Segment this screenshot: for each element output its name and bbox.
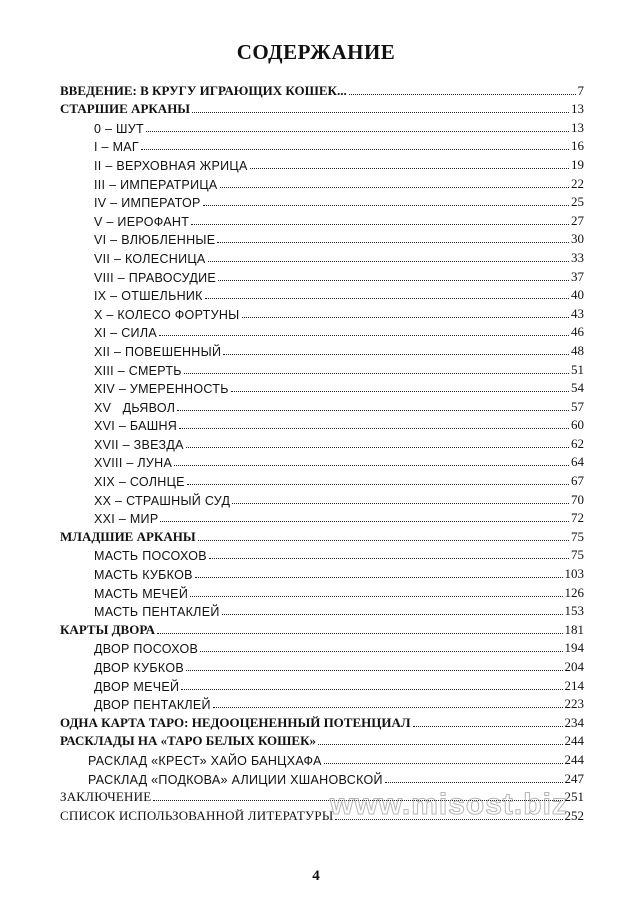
toc-entry-label: ДВОР КУБКОВ [94,661,184,675]
toc-leader [179,428,569,429]
toc-entry-page: 19 [571,156,584,172]
toc-entry [60,731,584,750]
page-title: СОДЕРЖАНИЕ [236,40,396,64]
toc-leader [191,224,569,225]
toc-entry-label: XVIII – ЛУНА [94,456,173,471]
toc-entry [60,285,584,304]
toc-leader [213,707,563,708]
toc-entry-label: РАСКЛАД «ПОДКОВА» АЛИЦИИ ХШАНОВСКОЙ [88,772,383,787]
toc-entry-page: 22 [571,175,584,191]
toc-entry-label: II – ВЕРХОВНАЯ ЖРИЦА [94,158,248,173]
toc-entry-label: XVII – ЗВЕЗДА [94,437,184,452]
toc-entry [60,712,584,731]
toc-leader [146,131,569,132]
toc-entry-label: III – ИМПЕРАТРИЦА [94,177,218,192]
toc-leader [160,521,569,522]
toc-leader [242,317,569,318]
toc-entry-page: 46 [571,324,584,340]
toc-entry-page: 33 [571,249,584,265]
toc-entry-label: VIII – ПРАВОСУДИЕ [94,270,217,285]
toc-entry-page: 16 [571,138,584,154]
toc-entry-label: XV ДЬЯВОЛ [94,400,176,415]
toc-leader [203,205,569,206]
toc-entry-label: МАСТЬ КУБКОВ [94,568,193,583]
toc-leader [385,782,563,783]
toc-leader [220,187,569,188]
toc-entry-label: XIV – УМЕРЕННОСТЬ [94,382,229,397]
toc-leader [157,633,563,634]
toc-entry-page: 234 [564,714,584,730]
toc-leader [181,689,562,690]
toc-entry-page: 204 [564,659,584,674]
toc-leader [198,540,569,541]
toc-entry [60,415,584,434]
toc-entry-page: 223 [564,696,584,712]
toc-entry-page: 70 [571,491,584,507]
toc-entry-page: 194 [564,640,584,656]
toc-leader [190,596,562,597]
toc-leader [187,484,569,485]
toc-leader [209,558,569,559]
toc-entry [60,675,584,694]
toc-entry [60,582,584,601]
toc-leader [218,280,569,281]
toc-entry-page: 60 [571,417,584,433]
toc-entry-page: 103 [564,566,584,582]
toc-entry [60,601,584,620]
toc-entry-label: ДВОР ПОСОХОВ [94,642,199,657]
toc-entry-label: ЗАКЛЮЧЕНИЕ [60,789,152,805]
page-number: 4 [312,868,320,884]
toc-entry-label: СТАРШИЕ АРКАНЫ [60,101,191,117]
toc-entry-label: РАСКЛАДЫ НА «ТАРО БЕЛЫХ КОШЕК» [60,733,317,749]
toc-entry-page: 30 [571,231,584,247]
toc-entry-page: 51 [571,361,584,377]
toc-leader [231,391,569,392]
toc-entry [60,99,584,118]
toc-leader [208,261,569,262]
toc-entry [60,80,584,99]
toc-entry-label: МЛАДШИЕ АРКАНЫ [60,528,196,544]
toc-entry [60,359,584,378]
table-of-contents [60,80,584,824]
toc-entry-page: 13 [571,119,584,135]
toc-entry-label: XIX – СОЛНЦЕ [94,475,185,490]
toc-entry-label: XXI – МИР [94,512,159,527]
toc-entry-label: МАСТЬ ПОСОХОВ [94,549,207,564]
toc-entry-page: 252 [564,807,584,823]
toc-entry-page: 37 [571,268,584,284]
toc-entry-label: ДВОР МЕЧЕЙ [94,679,180,694]
toc-entry-page: 75 [571,528,584,544]
toc-leader [324,763,563,764]
toc-entry-page: 57 [571,398,584,414]
toc-entry-page: 67 [571,473,584,489]
toc-leader [186,670,563,671]
toc-entry-page: 7 [577,82,584,98]
toc-entry [60,303,584,322]
toc-entry [60,210,584,229]
toc-entry [60,229,584,248]
toc-entry-page: 72 [571,510,584,526]
toc-entry-label: КАРТЫ ДВОРА [60,621,155,637]
toc-entry-label: IV – ИМПЕРАТОР [94,196,201,211]
toc-entry-label: МАСТЬ МЕЧЕЙ [94,586,189,601]
toc-entry-label: ВВЕДЕНИЕ: В КРУГУ ИГРАЮЩИХ КОШЕК... [60,82,347,98]
toc-entry [60,247,584,266]
toc-entry-page: 25 [571,194,584,210]
toc-entry-label: РАСКЛАД «КРЕСТ» ХАЙО БАНЦХАФА [88,753,322,768]
toc-entry-page: 126 [564,584,584,600]
toc-entry-label: V – ИЕРОФАНТ [94,214,190,229]
toc-entry [60,638,584,657]
toc-leader [192,112,569,113]
toc-entry-page: 244 [564,733,584,749]
toc-entry [60,396,584,415]
toc-entry-page: 153 [564,603,584,619]
toc-entry-label: I – МАГ [94,140,139,155]
toc-entry-label: 0 – ШУТ [94,121,144,136]
toc-leader [177,410,569,411]
toc-entry [60,117,584,136]
toc-entry-page: 27 [571,212,584,228]
toc-entry [60,563,584,582]
toc-entry [60,619,584,638]
toc-entry-label: XVI – БАШНЯ [94,419,178,434]
toc-leader [413,726,563,727]
toc-entry-page: 43 [571,305,584,321]
toc-entry [60,470,584,489]
toc-entry [60,694,584,713]
toc-entry-page: 181 [564,621,584,637]
toc-entry [60,545,584,564]
toc-entry [60,433,584,452]
toc-leader [174,465,569,466]
toc-entry [60,768,584,787]
toc-entry-label: ОДНА КАРТА ТАРО: НЕДООЦЕНЕННЫЙ ПОТЕНЦИАЛ [60,714,411,730]
toc-leader [222,614,563,615]
toc-entry-label: ДВОР ПЕНТАКЛЕЙ [94,698,211,713]
toc-entry-page: 54 [571,380,584,396]
toc-leader [184,373,569,374]
toc-entry-label: XIII – СМЕРТЬ [94,363,182,378]
toc-entry [60,192,584,211]
toc-entry-label: VII – КОЛЕСНИЦА [94,251,206,266]
toc-entry-page: 244 [564,751,584,767]
toc-leader [223,354,569,355]
toc-entry-page: 62 [571,435,584,451]
toc-leader [217,242,569,243]
toc-entry [60,154,584,173]
toc-entry-label: X – КОЛЕСО ФОРТУНЫ [94,307,240,322]
toc-entry [60,452,584,471]
toc-leader [349,94,576,95]
toc-leader [318,744,562,745]
toc-entry [60,136,584,155]
toc-leader [186,447,569,448]
toc-entry-label: XII – ПОВЕШЕННЫЙ [94,344,222,359]
toc-entry [60,322,584,341]
toc-entry-page: 48 [571,342,584,358]
toc-entry [60,749,584,768]
toc-entry-page: 214 [564,677,584,693]
toc-entry [60,378,584,397]
toc-leader [250,168,569,169]
toc-leader [195,577,563,578]
toc-entry [60,340,584,359]
toc-entry [60,526,584,545]
toc-leader [159,335,569,336]
toc-entry-label: XX – СТРАШНЫЙ СУД [94,493,231,508]
toc-entry-label: IX – ОТШЕЛЬНИК [94,289,203,304]
toc-entry [60,266,584,285]
toc-leader [232,503,569,504]
toc-entry [60,173,584,192]
toc-entry-label: XI – СИЛА [94,326,157,341]
toc-entry-label: МАСТЬ ПЕНТАКЛЕЙ [94,605,220,620]
toc-entry-page: 247 [564,770,584,786]
toc-entry-label: СПИСОК ИСПОЛЬЗОВАННОЙ ЛИТЕРАТУРЫ [60,807,334,823]
toc-entry [60,656,584,675]
toc-entry-page: 13 [571,101,584,117]
watermark: www.misost.biz [330,788,568,821]
toc-leader [205,298,569,299]
toc-entry-page: 64 [571,454,584,470]
toc-entry-label: VI – ВЛЮБЛЕННЫЕ [94,233,216,248]
toc-entry-page: 75 [571,547,584,563]
toc-leader [141,149,569,150]
toc-entry [60,508,584,527]
toc-leader [200,651,562,652]
toc-entry-page: 40 [571,287,584,303]
toc-entry [60,489,584,508]
toc-entry-page: 251 [564,789,584,805]
